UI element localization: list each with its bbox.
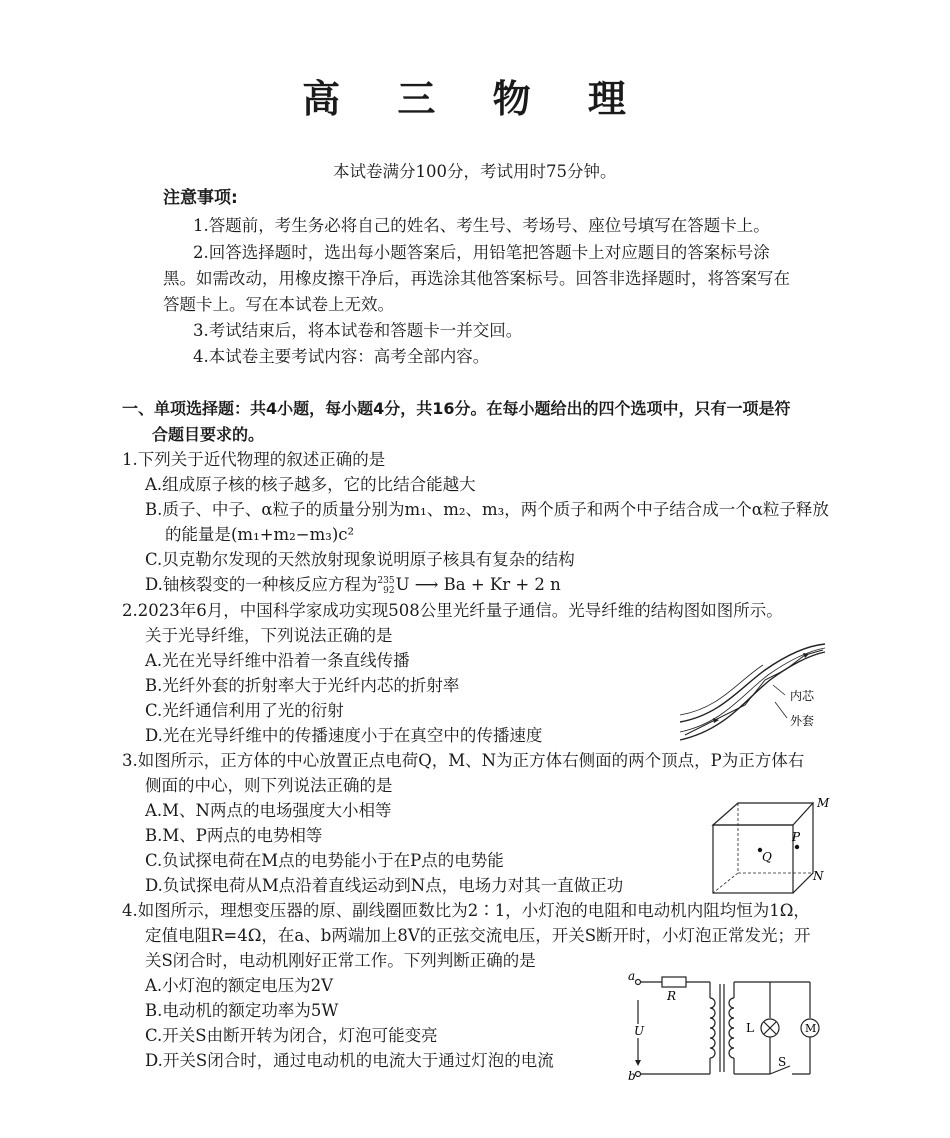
q2-option-a: A.光在光导纤维中沿着一条直线传播 <box>145 651 410 670</box>
terminal-a-label: a <box>628 970 636 983</box>
notice-line: 3.考试结束后，将本试卷和答题卡一并交回。 <box>193 321 523 340</box>
q1-option-c: C.贝克勒尔发现的天然放射现象说明原子核具有复杂的结构 <box>145 550 575 569</box>
q3-option-d: D.负试探电荷从M点沿着直线运动到N点，电场力对其一直做正功 <box>145 876 624 895</box>
q1-option-b-cont: 的能量是(m₁+m₂−m₃)c² <box>165 525 355 544</box>
q4-stem-cont: 定值电阻R=4Ω，在a、b两端加上8V的正弦交流电压，开关S断开时，小灯泡正常发光；开 <box>145 926 811 945</box>
exam-info: 本试卷满分100分，考试用时75分钟。 <box>333 162 617 181</box>
notice-line: 答题卡上。写在本试卷上无效。 <box>163 295 394 314</box>
section-heading-cont: 合题目要求的。 <box>152 425 265 444</box>
notice-line: 2.回答选择题时，选出每小题答案后，用铅笔把答题卡上对应题目的答案标号涂 <box>193 243 770 262</box>
q4-option-d: D.开关S闭合时，通过电动机的电流大于通过灯泡的电流 <box>145 1051 554 1070</box>
q2-stem: 2.2023年6月，中国科学家成功实现508公里光纤量子通信。光导纤维的结构图如图所示。 <box>122 601 783 620</box>
q1-equation: U ⟶ Ba + Kr + 2 n <box>395 575 561 594</box>
point-m-label: M <box>817 796 830 810</box>
point-p-label: P <box>792 830 801 844</box>
q3-option-b: B.M、P两点的电势相等 <box>145 826 323 845</box>
resistor-r-label: R <box>667 989 677 1003</box>
section-heading: 一、单项选择题：共4小题，每小题4分，共16分。在每小题给出的四个选项中，只有一项是符 <box>122 399 791 418</box>
lamp-l-label: L <box>746 1021 754 1035</box>
motor-m-label: M <box>805 1022 817 1035</box>
q3-stem: 3.如图所示，正方体的中心放置正点电荷Q，M、N为正方体右侧面的两个顶点，P为正方体右 <box>122 751 805 770</box>
optical-fiber-figure <box>675 640 835 750</box>
switch-s-label: S <box>778 1055 787 1069</box>
q4-option-c: C.开关S由断开转为闭合，灯泡可能变亮 <box>145 1026 438 1045</box>
q4-stem: 4.如图所示，理想变压器的原、副线圈匝数比为2∶1，小灯泡的电阻和电动机内阻均恒为1Ω， <box>122 901 810 920</box>
q3-stem-cont: 侧面的中心，则下列说法正确的是 <box>145 776 393 795</box>
cube-figure <box>705 795 835 900</box>
q2-option-c: C.光纤通信利用了光的衍射 <box>145 701 344 720</box>
q1-option-d <box>145 572 561 597</box>
q1-stem: 1.下列关于近代物理的叙述正确的是 <box>122 450 386 469</box>
notice-line: 4.本试卷主要考试内容：高考全部内容。 <box>193 347 490 366</box>
q1-option-b: B.质子、中子、α粒子的质量分别为m₁、m₂、m₃，两个质子和两个中子结合成一个α粒子释放 <box>145 500 829 519</box>
q4-option-b: B.电动机的额定功率为5W <box>145 1001 339 1020</box>
q3-option-a: A.M、N两点的电场强度大小相等 <box>145 801 392 820</box>
page-title: 高 三 物 理 <box>302 77 648 121</box>
q4-stem-cont2: 关S闭合时，电动机刚好正常工作。下列判断正确的是 <box>145 951 536 970</box>
voltage-u-label: U <box>634 1024 645 1038</box>
notice-line: 黑。如需改动，用橡皮擦干净后，再选涂其他答案标号。回答非选择题时，将答案写在 <box>163 269 790 288</box>
u-nuclide: 235 92 <box>377 575 395 596</box>
terminal-b-label: b <box>628 1069 636 1083</box>
transformer-circuit-figure <box>620 970 835 1085</box>
charge-q-label: Q <box>762 850 772 864</box>
q4-option-a: A.小灯泡的额定电压为2V <box>145 976 334 995</box>
fiber-cladding-label: 外套 <box>790 714 815 728</box>
q1-option-d-prefix: D.铀核裂变的一种核反应方程为 <box>145 575 378 594</box>
q2-option-b: B.光纤外套的折射率大于光纤内芯的折射率 <box>145 676 460 695</box>
q3-option-c: C.负试探电荷在M点的电势能小于在P点的电势能 <box>145 851 504 870</box>
q1-option-a: A.组成原子核的核子越多，它的比结合能越大 <box>145 475 476 494</box>
q2-option-d: D.光在光导纤维中的传播速度小于在真空中的传播速度 <box>145 726 543 745</box>
notice-heading: 注意事项: <box>163 188 238 208</box>
notice-line: 1.答题前，考生务必将自己的姓名、考生号、考场号、座位号填写在答题卡上。 <box>193 216 770 235</box>
point-n-label: N <box>813 869 824 883</box>
q2-stem-cont: 关于光导纤维，下列说法正确的是 <box>145 626 393 645</box>
fiber-core-label: 内芯 <box>790 689 815 703</box>
